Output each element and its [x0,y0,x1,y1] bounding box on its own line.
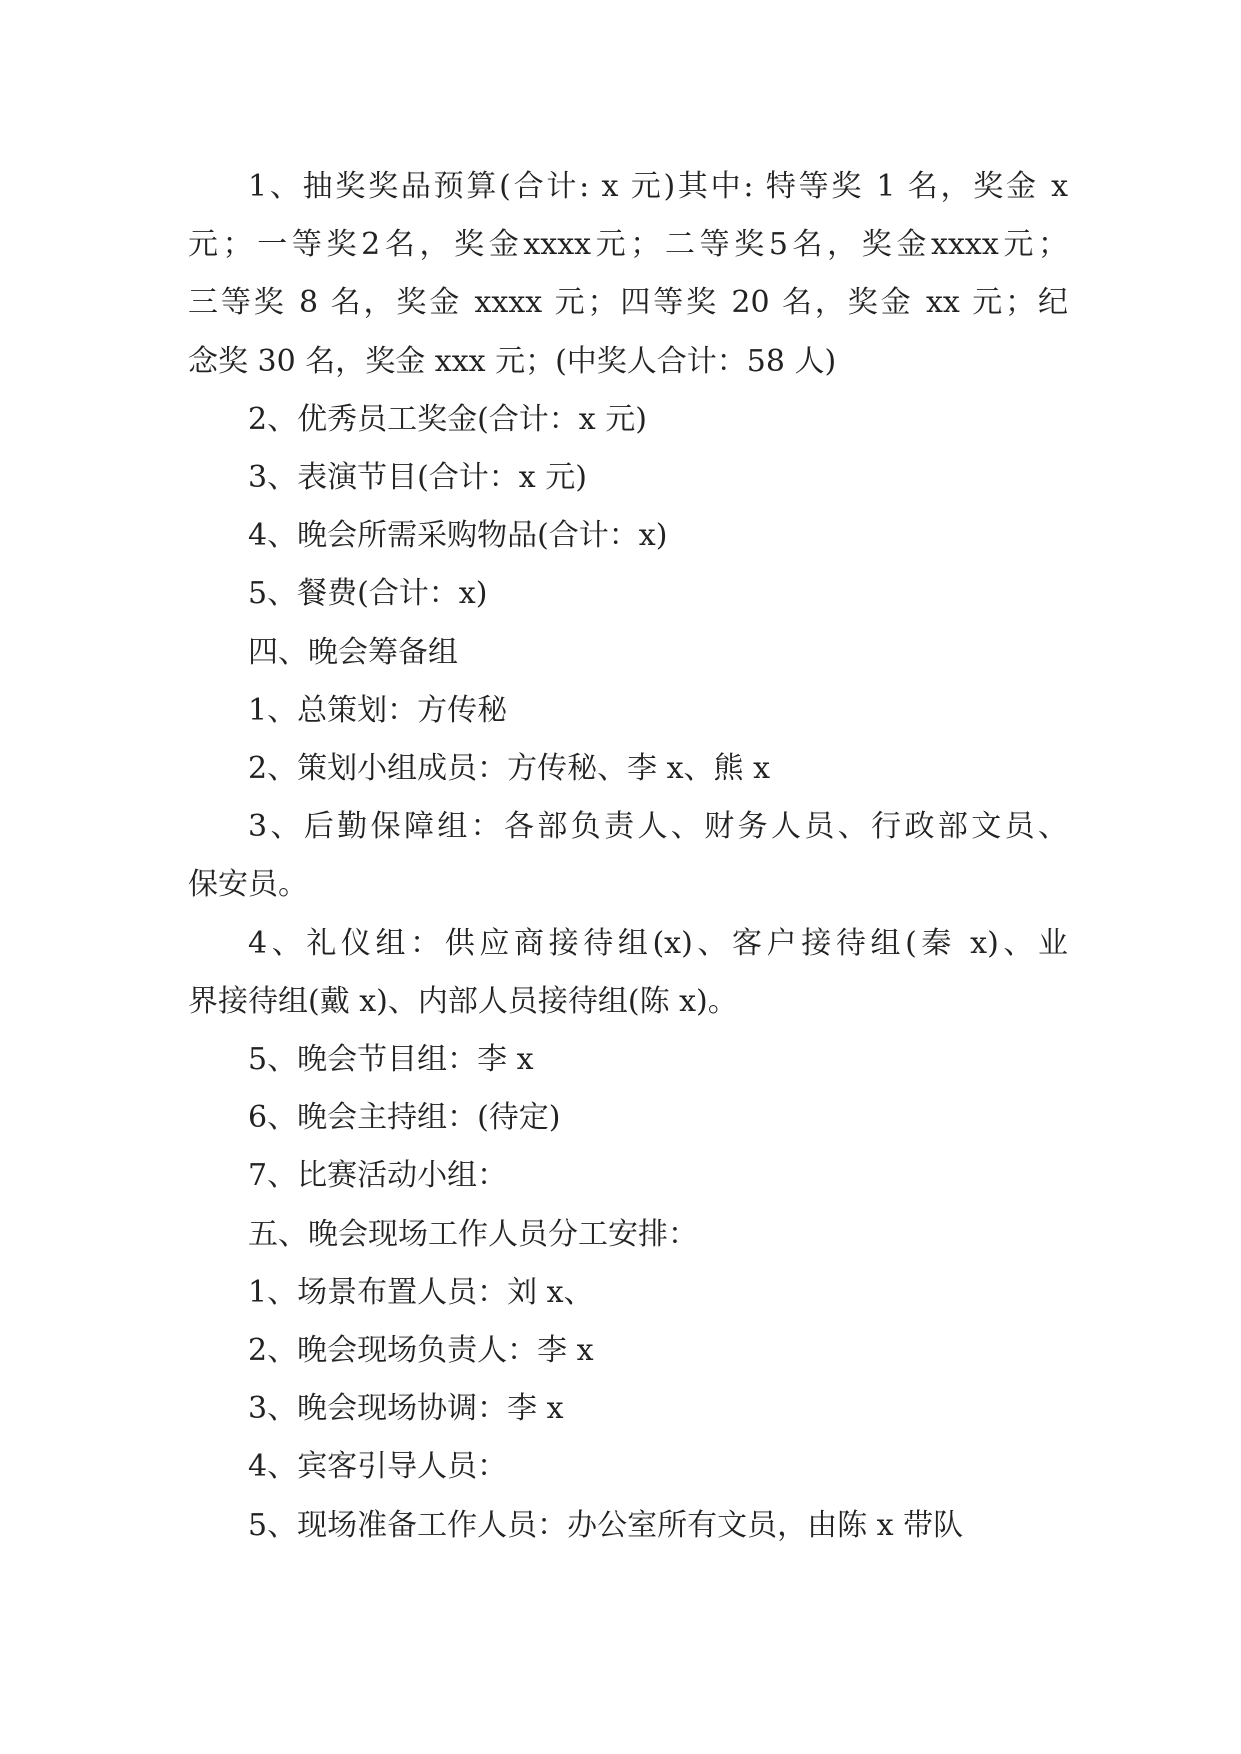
section-heading: 四、晚会筹备组 [248,634,458,670]
text-line: 4、礼仪组：供应商接待组(x)、客户接待组(秦 x)、业 [248,925,1068,961]
text-line: 保安员。 [188,867,308,903]
text-line: 元；一等奖2名，奖金xxxx元；二等奖5名，奖金xxxx元； [188,227,1068,263]
text-line: 1、抽奖奖品预算(合计: x 元)其中: 特等奖 1 名，奖金 x [248,169,1068,204]
text-line: 2、优秀员工奖金(合计：x 元) [248,401,647,437]
text-line: 三等奖 8 名，奖金 xxxx 元；四等奖 20 名，奖金 xx 元；纪 [188,285,1068,321]
text-line: 3、后勤保障组：各部负责人、财务人员、行政部文员、 [248,809,1068,845]
text-line: 1、场景布置人员：刘 x、 [248,1274,594,1310]
text-line: 念奖 30 名，奖金 xxx 元；(中奖人合计：58 人) [188,343,837,379]
text-line: 3、晚会现场协调：李 x [248,1391,564,1427]
text-line: 2、策划小组成员：方传秘、李 x、熊 x [248,751,770,787]
text-line: 4、晚会所需采购物品(合计：x) [248,518,668,554]
section-heading: 五、晚会现场工作人员分工安排： [248,1216,698,1252]
text-line: 7、比赛活动小组： [248,1158,508,1194]
text-line: 6、晚会主持组：(待定) [248,1100,561,1136]
text-line: 4、宾客引导人员： [248,1449,508,1485]
text-line: 5、现场准备工作人员：办公室所有文员，由陈 x 带队 [248,1507,964,1543]
text-line: 界接待组(戴 x)、内部人员接待组(陈 x)。 [188,983,738,1019]
document-body [188,158,1068,1555]
text-line: 2、晚会现场负责人：李 x [248,1333,594,1369]
text-line: 5、餐费(合计：x) [248,576,488,612]
text-line: 5、晚会节目组：李 x [248,1042,534,1078]
text-line: 1、总策划：方传秘 [248,692,508,728]
text-line: 3、表演节目(合计：x 元) [248,460,587,496]
